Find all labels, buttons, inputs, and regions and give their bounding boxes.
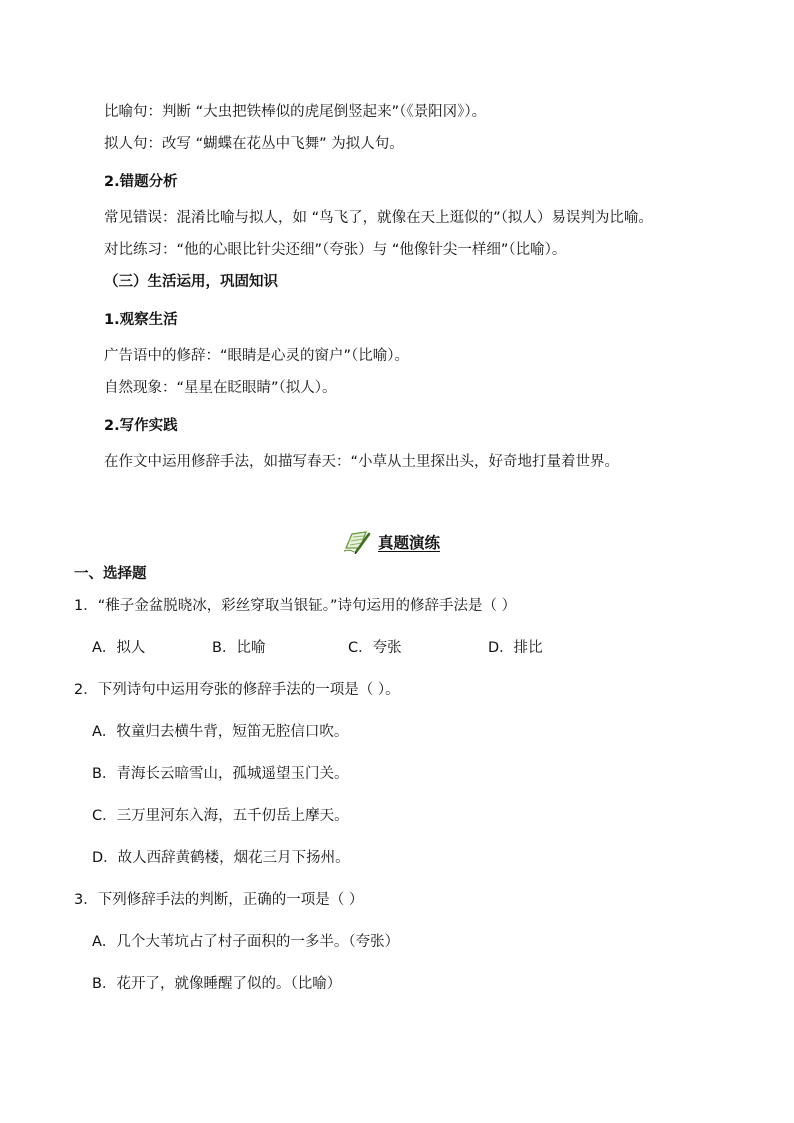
common-error: 常见错误：混淆比喻与拟人，如 “鸟飞了，就像在天上逛似的”（拟人）易误判为比喻。 bbox=[104, 210, 653, 226]
q1-option-d[interactable]: D．排比 bbox=[488, 640, 543, 656]
writing-example: 在作文中运用修辞手法，如描写春天：“小草从土里探出头，好奇地打量着世界。 bbox=[104, 454, 620, 470]
error-analysis-heading: 2.错题分析 bbox=[104, 174, 178, 190]
q3-option-a[interactable]: A．几个大苇坑占了村子面积的一多半。（夸张） bbox=[92, 934, 400, 950]
q2-option-c[interactable]: C．三万里河东入海，五千仞岳上摩天。 bbox=[92, 808, 349, 824]
practice-section-title bbox=[342, 530, 440, 556]
contrast-practice: 对比练习：“他的心眼比针尖还细”（夸张）与 “他像针尖一样细”（比喻）。 bbox=[104, 242, 567, 258]
q2-option-b[interactable]: B．青海长云暗雪山，孤城遥望玉门关。 bbox=[92, 766, 349, 782]
q1-option-c[interactable]: C．夸张 bbox=[348, 640, 402, 656]
nature-example: 自然现象：“星星在眨眼睛”（拟人）。 bbox=[104, 380, 337, 396]
practice-title-text: 真题演练 bbox=[378, 534, 441, 552]
question-3-stem: 3．下列修辞手法的判断，正确的一项是（ ） bbox=[74, 892, 364, 908]
writing-heading: 2.写作实践 bbox=[104, 418, 178, 434]
question-2-stem: 2．下列诗句中运用夸张的修辞手法的一项是（ ）。 bbox=[74, 682, 400, 698]
q2-option-a[interactable]: A．牧童归去横牛背，短笛无腔信口吹。 bbox=[92, 724, 349, 740]
personification-example: 拟人句：改写 “蝴蝶在花丛中飞舞” 为拟人句。 bbox=[104, 136, 404, 152]
pen-paper-icon bbox=[342, 528, 372, 558]
question-1-stem: 1．“稚子金盆脱晓冰，彩丝穿取当银钲。”诗句运用的修辞手法是（ ） bbox=[74, 598, 517, 614]
ad-example: 广告语中的修辞：“眼睛是心灵的窗户”（比喻）。 bbox=[104, 348, 410, 364]
part1-heading: 一、选择题 bbox=[74, 566, 147, 582]
observe-heading: 1.观察生活 bbox=[104, 312, 178, 328]
simile-example: 比喻句：判断 “大虫把铁棒似的虎尾倒竖起来”（《景阳冈》）。 bbox=[104, 104, 487, 120]
q1-option-a[interactable]: A．拟人 bbox=[92, 640, 146, 656]
q2-option-d[interactable]: D．故人西辞黄鹤楼，烟花三月下扬州。 bbox=[92, 850, 350, 866]
q3-option-b[interactable]: B．花开了，就像睡醒了似的。（比喻） bbox=[92, 976, 342, 992]
q1-option-b[interactable]: B．比喻 bbox=[212, 640, 266, 656]
section3-heading: （三）生活运用，巩固知识 bbox=[104, 274, 278, 290]
